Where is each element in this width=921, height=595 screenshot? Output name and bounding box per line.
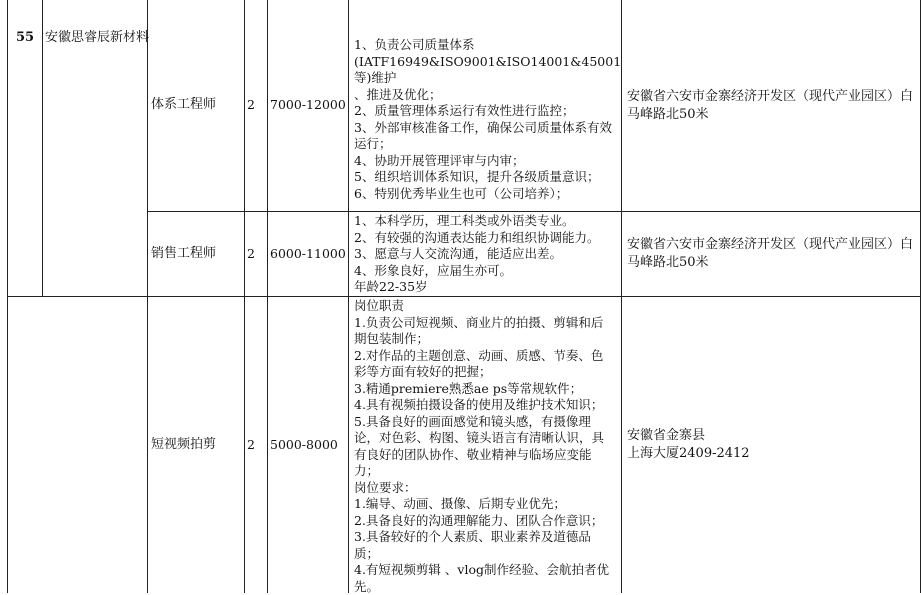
company-name — [45, 26, 148, 50]
position-count-text: 2 — [247, 97, 255, 113]
work-location — [622, 212, 920, 296]
position-salary-text: 6000-11000 — [270, 245, 346, 261]
position-count-text: 2 — [247, 436, 255, 452]
position-count — [247, 0, 267, 211]
position-salary — [270, 0, 348, 211]
position-title-text: 体系工程师 — [151, 97, 217, 113]
position-count — [247, 297, 267, 593]
position-salary — [270, 297, 348, 593]
position-title-text: 销售工程师 — [151, 245, 217, 261]
position-salary-text: 7000-12000 — [270, 97, 346, 113]
position-title — [151, 297, 244, 593]
position-count-text: 2 — [247, 245, 255, 261]
position-requirements: 岗位职责 1.负责公司短视频、商业片的拍摄、剪辑和后 期包装制作； 2.对作品的主题创意、动画、质感、节奏、色 彩等方面有较好的把握； 3.精通premiere熟悉ae ps等常规软件； 4.具有视频拍摄设备的使用及维护技术知识； 5.具备良好的画面感觉和镜头感，有摄像理 论，对色彩、构图、镜头语言有清晰认识，具 有良好的团队协作、敬业精神与临场应变能 力； 岗位要求： 1.编导、动画、摄像、后期专业优先； 2.具备良好的沟通理解能力、团队合作意识； 3.具备较好的个人素质、职业素养及道德品 质； 4.有短视频剪辑 、vlog制作经验、会航拍者优 先。 — [354, 298, 609, 594]
position-salary — [270, 212, 348, 296]
position-count — [247, 212, 267, 296]
work-location-text: 安徽省六安市金寨经济开发区（现代产业园区）白 马峰路北50米 — [627, 88, 914, 122]
position-salary-text: 5000-8000 — [270, 436, 338, 452]
position-title — [151, 212, 244, 296]
row-number — [8, 26, 42, 50]
position-requirements: 1、负责公司质量体系 (IATF16949&ISO9001&ISO14001&45001等)维护 、推进及优化； 2、质量管理体系运行有效性进行监控； 3、外部审核准备工作，确保公司质量体系有效 运行； 4、协助开展管理评审与内审； 5、组织培训体系知识，提升各级质量意识； 6、特别优秀毕业生也可（公司培养）； — [354, 37, 622, 201]
work-location-text: 安徽省六安市金寨经济开发区（现代产业园区）白 马峰路北50米 — [627, 237, 914, 270]
position-title — [151, 0, 244, 211]
grid-line — [42, 0, 43, 296]
work-location — [622, 0, 920, 211]
row-number-text: 55 — [15, 29, 35, 45]
work-location — [622, 297, 920, 593]
work-location-text: 安徽省金寨县 上海大厦2409-2412 — [627, 428, 750, 461]
position-requirements: 1、本科学历，理工科类或外语类专业。 2、有较强的沟通表达能力和组织协调能力。 3、愿意与人交流沟通，能适应出差。 4、形象良好，应届生亦可。 年龄22-35岁 — [354, 213, 600, 294]
position-title-text: 短视频拍剪 — [151, 436, 217, 452]
company-name-text: 安徽思睿辰新材料 — [45, 29, 150, 45]
